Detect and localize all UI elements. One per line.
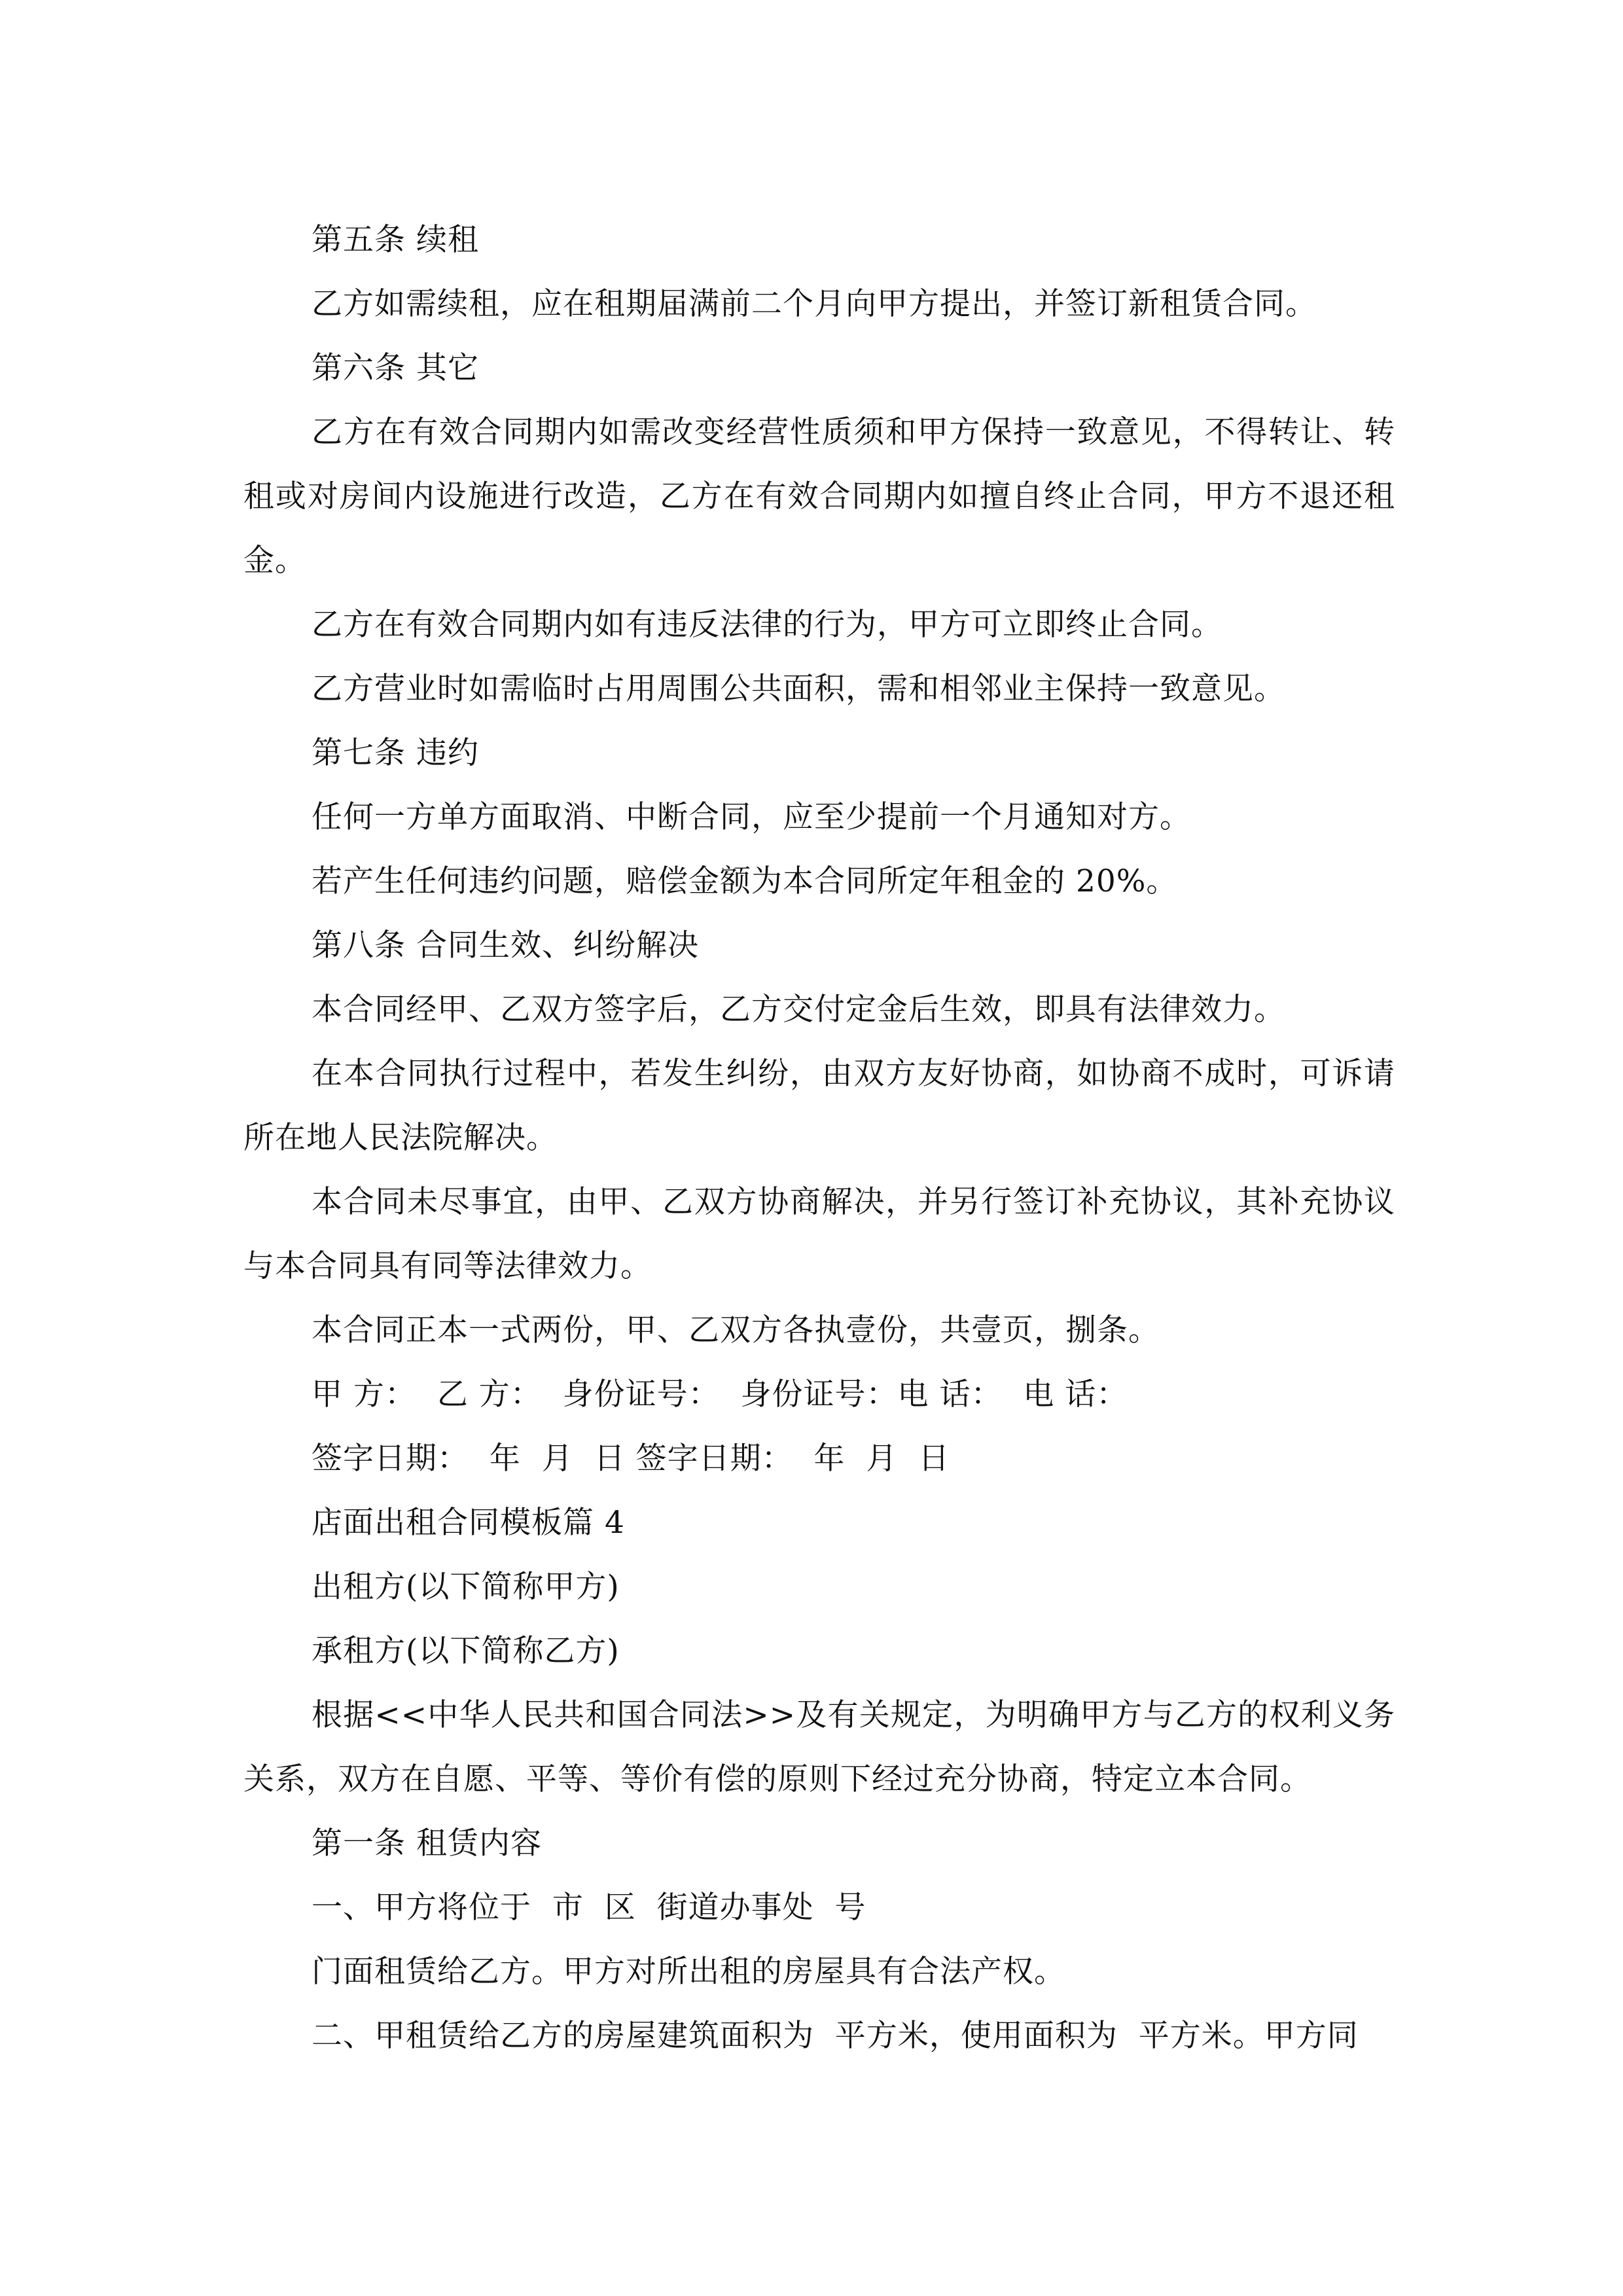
paragraph: 乙方在有效合同期内如需改变经营性质须和甲方保持一致意见，不得转让、转租或对房间内设施进行改造，乙方在有效合同期内如擅自终止合同，甲方不退还租金。 [243, 414, 1395, 579]
article-7-heading: 第七条 违约 [312, 735, 479, 771]
paragraph: 门面租赁给乙方。甲方对所出租的房屋具有合法产权。 [312, 1954, 1065, 1990]
section-title: 店面出租合同模板篇 4 [312, 1505, 625, 1541]
paragraph: 乙方如需续租，应在租期届满前二个月向甲方提出，并签订新租赁合同。 [312, 286, 1317, 322]
paragraph: 二、甲租赁给乙方的房屋建筑面积为 平方米，使用面积为 平方米。甲方同 [312, 2018, 1359, 2054]
paragraph: 本合同正本一式两份，甲、乙双方各执壹份，共壹页，捌条。 [312, 1312, 1160, 1348]
paragraph: 本合同未尽事宜，由甲、乙双方协商解决，并另行签订补充协议，其补充协议与本合同具有同等法律效力。 [243, 1184, 1395, 1284]
article-8-heading: 第八条 合同生效、纠纷解决 [312, 927, 699, 963]
paragraph: 在本合同执行过程中，若发生纠纷，由双方友好协商，如协商不成时，可诉请所在地人民法院解决。 [243, 1056, 1395, 1156]
paragraph: 乙方在有效合同期内如有违反法律的行为，甲方可立即终止合同。 [312, 607, 1222, 643]
lessee-line: 承租方(以下简称乙方) [312, 1633, 620, 1669]
lessor-line: 出租方(以下简称甲方) [312, 1569, 620, 1605]
paragraph: 任何一方单方面取消、中断合同，应至少提前一个月通知对方。 [312, 799, 1191, 835]
article-6-heading: 第六条 其它 [312, 350, 479, 386]
paragraph: 根据<<中华人民共和国合同法>>及有关规定，为明确甲方与乙方的权利义务关系，双方在自愿、平等、等价有偿的原则下经过充分协商，特定立本合同。 [243, 1697, 1395, 1797]
paragraph: 本合同经甲、乙双方签字后，乙方交付定金后生效，即具有法律效力。 [312, 992, 1285, 1028]
article-5-heading: 第五条 续租 [312, 222, 479, 258]
article-1-heading: 第一条 租赁内容 [312, 1825, 542, 1861]
document-body [243, 208, 1395, 2068]
paragraph: 一、甲方将位于 市 区 街道办事处 号 [312, 1890, 866, 1926]
signature-date-line: 签字日期： 年 月 日 签字日期： 年 月 日 [312, 1441, 950, 1477]
signature-parties-line: 甲 方： 乙 方： 身份证号： 身份证号：电 话： 电 话： [312, 1376, 1128, 1412]
paragraph: 若产生任何违约问题，赔偿金额为本合同所定年租金的 20%。 [312, 863, 1178, 899]
paragraph: 乙方营业时如需临时占用周围公共面积，需和相邻业主保持一致意见。 [312, 671, 1285, 707]
